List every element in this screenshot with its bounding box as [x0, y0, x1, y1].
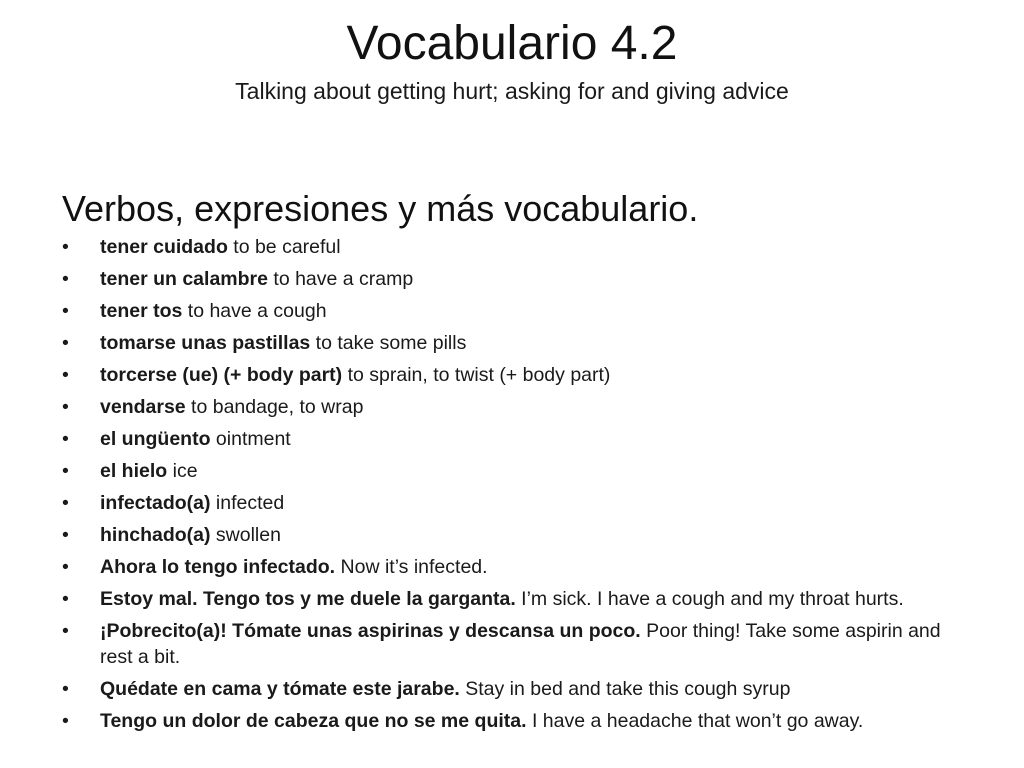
vocab-term: tener tos — [100, 300, 183, 322]
vocab-translation: I have a headache that won’t go away. — [526, 710, 864, 732]
bullet-icon: • — [62, 364, 69, 386]
vocab-item — [62, 458, 962, 484]
bullet-icon: • — [62, 332, 69, 354]
bullet-icon: • — [62, 588, 69, 610]
vocab-translation: ointment — [210, 428, 291, 450]
vocab-term: Ahora lo tengo infectado. — [100, 556, 336, 578]
bullet-icon: • — [62, 556, 69, 578]
vocab-translation: swollen — [210, 524, 281, 546]
vocab-translation: to be careful — [227, 236, 341, 258]
vocab-item — [62, 362, 962, 388]
vocab-item — [62, 330, 962, 356]
vocab-item — [62, 618, 962, 670]
vocab-term: torcerse (ue) (+ body part) — [100, 364, 343, 386]
bullet-icon: • — [62, 460, 69, 482]
vocab-translation: to bandage, to wrap — [185, 396, 364, 418]
vocab-term: el hielo — [100, 460, 168, 482]
bullet-icon: • — [62, 492, 69, 514]
vocab-item — [62, 426, 962, 452]
vocab-term: ¡Pobrecito(a)! Tómate unas aspirinas y descansa un poco. — [100, 620, 641, 642]
bullet-icon: • — [62, 710, 69, 732]
bullet-icon: • — [62, 268, 69, 290]
vocab-item — [62, 234, 962, 260]
vocab-term: tener un calambre — [100, 268, 268, 290]
vocab-translation: to have a cramp — [267, 268, 414, 290]
vocab-translation: infected — [210, 492, 285, 514]
title-block — [0, 14, 1024, 106]
vocab-term: el ungüento — [100, 428, 211, 450]
vocab-term: Quédate en cama y tómate este jarabe. — [100, 678, 460, 700]
vocab-translation: Stay in bed and take this cough syrup — [459, 678, 791, 700]
vocab-item — [62, 586, 962, 612]
vocab-translation: ice — [167, 460, 198, 482]
bullet-icon: • — [62, 524, 69, 546]
vocab-term: tener cuidado — [100, 236, 228, 258]
vocab-term: Tengo un dolor de cabeza que no se me quita. — [100, 710, 527, 732]
vocab-item — [62, 394, 962, 420]
slide-subtitle: Talking about getting hurt; asking for and giving advice — [235, 78, 789, 104]
vocab-translation: Now it’s infected. — [335, 556, 488, 578]
bullet-icon: • — [62, 620, 69, 642]
vocab-item — [62, 554, 962, 580]
vocab-term: tomarse unas pastillas — [100, 332, 311, 354]
vocab-list — [62, 234, 962, 740]
section-heading: Verbos, expresiones y más vocabulario. — [62, 188, 699, 229]
vocab-item — [62, 676, 962, 702]
vocab-term: hinchado(a) — [100, 524, 211, 546]
vocab-item — [62, 266, 962, 292]
vocab-translation: to take some pills — [310, 332, 467, 354]
bullet-icon: • — [62, 236, 69, 258]
bullet-icon: • — [62, 396, 69, 418]
vocab-term: infectado(a) — [100, 492, 211, 514]
vocab-translation: to have a cough — [182, 300, 327, 322]
vocab-term: vendarse — [100, 396, 186, 418]
vocab-translation: to sprain, to twist (+ body part) — [342, 364, 611, 386]
bullet-icon: • — [62, 428, 69, 450]
vocab-item — [62, 298, 962, 324]
vocab-item — [62, 490, 962, 516]
vocab-translation: I’m sick. I have a cough and my throat hurts. — [515, 588, 904, 610]
slide-title: Vocabulario 4.2 — [346, 17, 678, 70]
bullet-icon: • — [62, 678, 69, 700]
bullet-icon: • — [62, 300, 69, 322]
vocab-term: Estoy mal. Tengo tos y me duele la garganta. — [100, 588, 516, 610]
vocab-item — [62, 708, 962, 734]
vocab-translation: Poor thing! Take some aspirin and rest a bit. — [100, 620, 941, 668]
vocab-item — [62, 522, 962, 548]
